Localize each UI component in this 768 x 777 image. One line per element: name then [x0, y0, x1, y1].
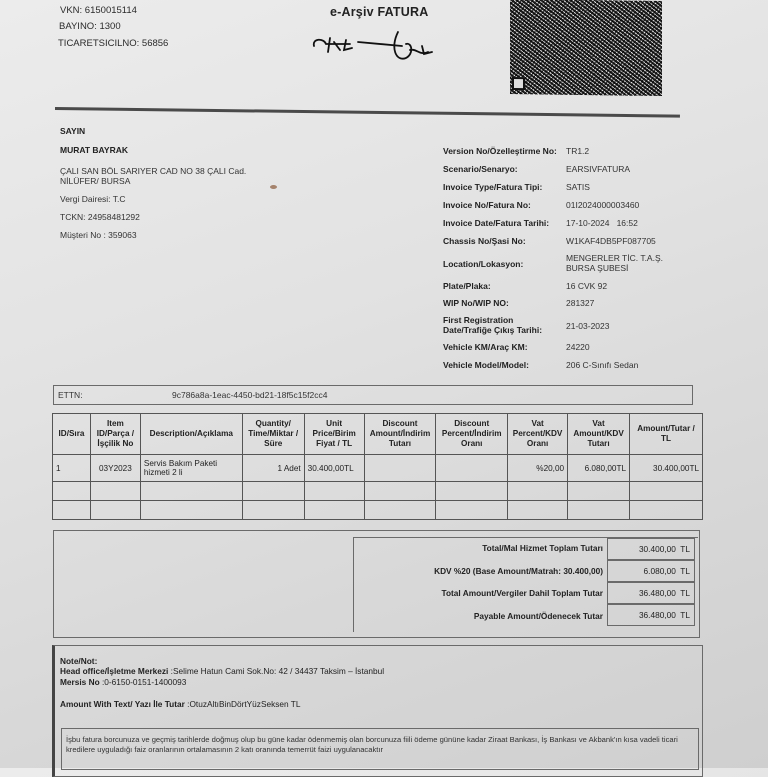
items-table — [52, 413, 703, 520]
recipient-address-line1: ÇALI SAN BÖL SARIYER CAD NO 38 ÇALI Cad. — [60, 166, 247, 176]
info-value-location-line2: BURSA ŞUBESİ — [566, 263, 629, 273]
recipient-salutation: SAYIN — [60, 126, 86, 136]
header-divider — [55, 107, 680, 118]
col-header-amount: Amount/Tutar / TL — [630, 414, 703, 455]
info-label-first-registration-line1: First Registration — [443, 315, 514, 325]
total-value-kdv: 6.080,00 TL — [643, 566, 690, 576]
info-value-plate: 16 CVK 92 — [566, 281, 608, 291]
total-label-kdv: KDV %20 (Base Amount/Matrah: 30.400,00) — [434, 566, 603, 576]
cell-id: 1 — [53, 455, 91, 482]
total-value-box-goods — [607, 538, 695, 560]
info-value-vehicle-model: 206 C-Sınıfı Sedan — [566, 360, 639, 370]
col-header-id: ID/Sıra — [53, 414, 91, 455]
info-value-scenario: EARSIVFATURA — [566, 164, 631, 174]
amount-text-value: :OtuzAltıBinDörtYüzSeksen TL — [184, 699, 301, 709]
cell-unit-price: 30.400,00TL — [304, 455, 364, 482]
mersis-value: :0-6150-0151-1400093 — [99, 677, 187, 687]
info-label-invoice-type: Invoice Type/Fatura Tipi: — [443, 182, 543, 192]
cell-item-id: 03Y2023 — [90, 455, 140, 482]
total-value-with-taxes: 36.480,00 TL — [638, 588, 690, 598]
col-header-discount-percent: Discount Percent/İndirim Oranı — [436, 414, 508, 455]
info-label-scenario: Scenario/Senaryo: — [443, 164, 518, 174]
amount-text-label: Amount With Text/ Yazı İle Tutar — [60, 699, 185, 709]
cell-vat-amount: 6.080,00TL — [568, 455, 630, 482]
col-header-quantity: Quantity/ Time/Miktar / Süre — [242, 414, 304, 455]
total-value-box-kdv — [607, 560, 695, 582]
info-label-vehicle-model: Vehicle Model/Model: — [443, 360, 529, 370]
ettn-label: ETTN: — [58, 390, 83, 400]
signature-image — [310, 28, 450, 68]
table-header-row — [53, 414, 703, 455]
head-office-label: Head office/İşletme Merkezi — [60, 666, 169, 676]
total-label-with-taxes: Total Amount/Vergiler Dahil Toplam Tutar — [441, 588, 603, 598]
total-value-goods: 30.400,00 TL — [638, 544, 690, 554]
document-title: e-Arşiv FATURA — [330, 5, 429, 19]
col-header-vat-percent: Vat Percent/KDV Oranı — [508, 414, 568, 455]
info-label-invoice-no: Invoice No/Fatura No: — [443, 200, 531, 210]
info-label-chassis-no: Chassis No/Şasi No: — [443, 236, 526, 246]
total-label-goods: Total/Mal Hizmet Toplam Tutarı — [482, 543, 603, 553]
qr-finder-mark — [512, 77, 525, 90]
notes-mersis — [60, 677, 186, 687]
notes-amount-text — [60, 699, 300, 709]
recipient-name: MURAT BAYRAK — [60, 145, 128, 155]
qr-code — [510, 0, 662, 96]
info-value-invoice-type: SATIS — [566, 182, 590, 192]
col-header-item-id: Item ID/Parça / İşçilik No — [90, 414, 140, 455]
info-value-wip-no: 281327 — [566, 298, 595, 308]
cell-vat-percent: %20,00 — [508, 455, 568, 482]
recipient-tax-office: Vergi Dairesi: T.C — [60, 194, 126, 204]
seller-vkn: VKN: 6150015114 — [60, 5, 137, 16]
cell-discount-percent — [436, 455, 508, 482]
info-label-wip-no: WIP No/WIP NO: — [443, 298, 509, 308]
cell-description: Servis Bakım Paketi hizmeti 2 li — [140, 455, 242, 482]
paper-stain — [270, 185, 277, 189]
total-value-payable: 36.480,00 TL — [638, 610, 690, 620]
col-header-unit-price: Unit Price/Birim Fiyat / TL — [304, 414, 364, 455]
disclaimer-text: İşbu fatura borcunuza ve geçmiş tarihlerde doğmuş olup bu güne kadar ödenmemiş olan borcunuza fiili ödeme gününe kadar Ziraat Bankası, İş Bankası ve Akbank'ın kısa vadeli ticari kredilere uyguladığı faiz oranlarının ortalamasının 2 katı oranında temerrüt faizi uygulanacaktır — [66, 735, 678, 754]
cell-amount: 30.400,00TL — [630, 455, 703, 482]
col-header-vat-amount: Vat Amount/KDV Tutarı — [568, 414, 630, 455]
notes-head-office — [60, 666, 384, 676]
col-header-discount-amount: Discount Amount/İndirim Tutarı — [364, 414, 436, 455]
cell-quantity: 1 Adet — [242, 455, 304, 482]
info-label-plate: Plate/Plaka: — [443, 281, 491, 291]
cell-discount-amount — [364, 455, 436, 482]
info-value-invoice-no: 01I2024000003460 — [566, 200, 640, 210]
notes-box — [52, 645, 703, 777]
total-value-box-payable — [607, 604, 695, 626]
seller-bayino: BAYINO: 1300 — [59, 21, 121, 32]
info-value-vehicle-km: 24220 — [566, 342, 590, 352]
recipient-address-line2: NİLÜFER/ BURSA — [60, 176, 131, 186]
info-label-first-registration-line2: Date/Trafiğe Çıkış Tarihi: — [443, 325, 543, 335]
info-value-chassis-no: W1KAF4DB5PF087705 — [566, 236, 656, 246]
table-row-empty — [53, 482, 703, 501]
notes-title: Note/Not: — [60, 656, 98, 666]
recipient-customer-no: Müşteri No : 359063 — [60, 230, 137, 240]
info-label-location: Location/Lokasyon: — [443, 259, 524, 269]
ettn-value: 9c786a8a-1eac-4450-bd21-18f5c15f2cc4 — [172, 390, 328, 400]
info-label-version: Version No/Özelleştirme No: — [443, 146, 557, 156]
disclaimer-box — [61, 728, 699, 770]
table-row — [53, 455, 703, 482]
info-value-first-registration: 21-03-2023 — [566, 321, 610, 331]
total-label-payable: Payable Amount/Ödenecek Tutar — [473, 611, 603, 621]
seller-ticaret-sicil: TICARETSICILNO: 56856 — [58, 38, 169, 49]
ettn-box — [53, 385, 693, 405]
info-value-invoice-date: 17-10-2024 16:52 — [566, 218, 638, 228]
info-value-location-line1: MENGERLER TİC. T.A.Ş. — [566, 253, 663, 263]
info-value-version: TR1.2 — [566, 146, 590, 156]
info-label-invoice-date: Invoice Date/Fatura Tarihi: — [443, 218, 550, 228]
recipient-tckn: TCKN: 24958481292 — [60, 212, 140, 222]
col-header-description: Description/Açıklama — [140, 414, 242, 455]
head-office-value: :Selime Hatun Cami Sok.No: 42 / 34437 Taksim – İstanbul — [168, 666, 385, 676]
table-row-empty — [53, 501, 703, 520]
info-label-vehicle-km: Vehicle KM/Araç KM: — [443, 342, 528, 352]
total-value-box-with-taxes — [607, 582, 695, 604]
mersis-label: Mersis No — [60, 677, 100, 687]
